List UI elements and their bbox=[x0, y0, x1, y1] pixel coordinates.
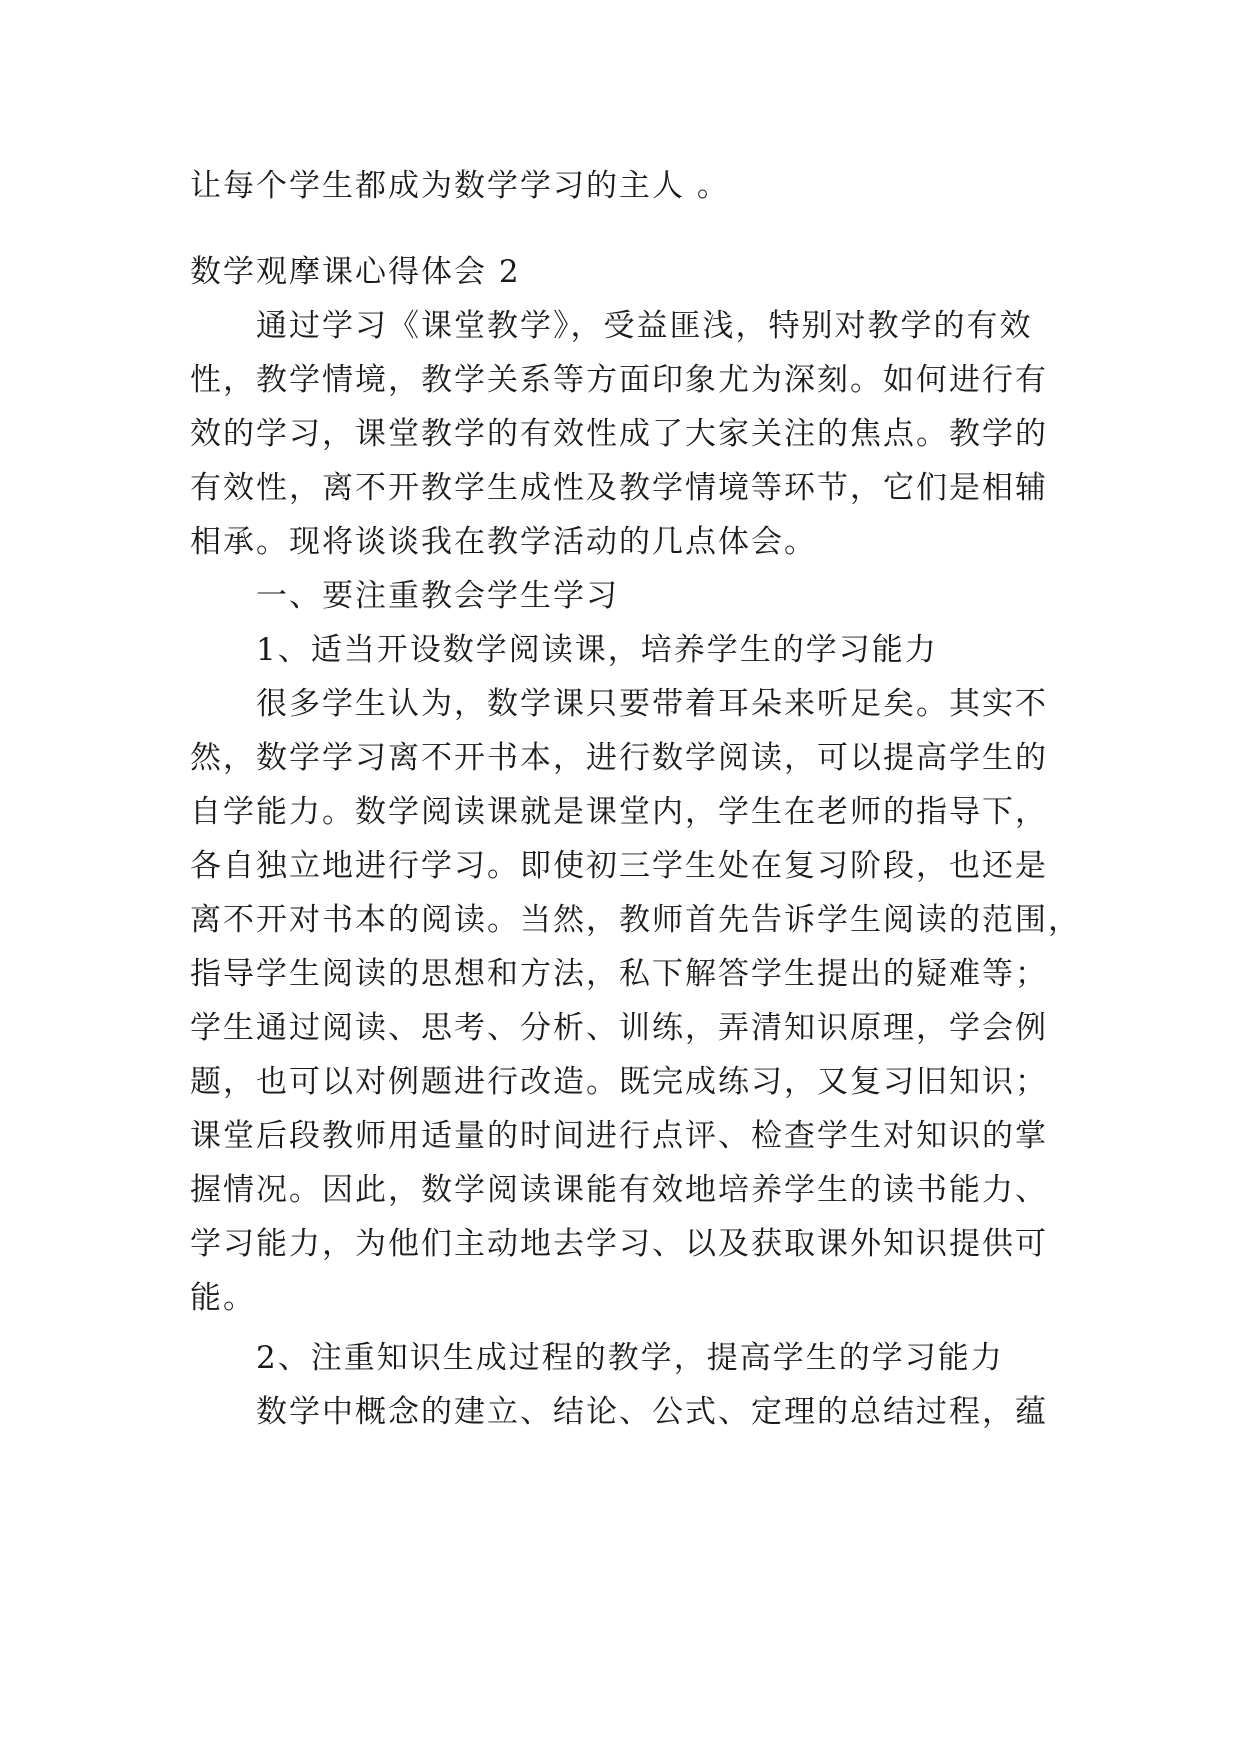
subheading-line: 一、要注重教会学生学习 bbox=[256, 578, 619, 614]
section-heading: 数学观摩课心得体会 2 bbox=[190, 254, 521, 290]
paragraph-line: 有效性，离不开教学生成性及教学情境等环节，它们是相辅 bbox=[190, 470, 1048, 506]
paragraph-line: 通过学习《课堂教学》，受益匪浅，特别对教学的有效 bbox=[256, 308, 1033, 344]
paragraph-line: 离不开对书本的阅读。当然，教师首先告诉学生阅读的范围， bbox=[190, 902, 1081, 938]
paragraph-line: 自学能力。数学阅读课就是课堂内，学生在老师的指导下， bbox=[190, 794, 1048, 830]
paragraph-line: 学习能力，为他们主动地去学习、以及获取课外知识提供可 bbox=[190, 1226, 1048, 1262]
subheading-line: 1、适当开设数学阅读课，培养学生的学习能力 bbox=[256, 632, 938, 668]
paragraph-line: 相承。现将谈谈我在教学活动的几点体会。 bbox=[190, 524, 817, 560]
paragraph-line: 数学中概念的建立、结论、公式、定理的总结过程，蕴 bbox=[256, 1394, 1048, 1430]
paragraph-line: 性，教学情境，教学关系等方面印象尤为深刻。如何进行有 bbox=[190, 362, 1048, 398]
paragraph-line: 效的学习，课堂教学的有效性成了大家关注的焦点。教学的 bbox=[190, 416, 1048, 452]
paragraph-line: 然，数学学习离不开书本，进行数学阅读，可以提高学生的 bbox=[190, 740, 1048, 776]
paragraph-line: 学生通过阅读、思考、分析、训练，弄清知识原理，学会例 bbox=[190, 1010, 1048, 1046]
paragraph-line: 题，也可以对例题进行改造。既完成练习，又复习旧知识； bbox=[190, 1064, 1048, 1100]
paragraph-line: 让每个学生都成为数学学习的主人 。 bbox=[190, 168, 730, 204]
paragraph-line: 能。 bbox=[190, 1280, 256, 1316]
paragraph-line: 指导学生阅读的思想和方法，私下解答学生提出的疑难等； bbox=[190, 956, 1048, 992]
subheading-line: 2、注重知识生成过程的教学，提高学生的学习能力 bbox=[256, 1340, 1004, 1376]
paragraph-line: 很多学生认为，数学课只要带着耳朵来听足矣。其实不 bbox=[256, 686, 1048, 722]
paragraph-line: 握情况。因此，数学阅读课能有效地培养学生的读书能力、 bbox=[190, 1172, 1048, 1208]
paragraph-line: 课堂后段教师用适量的时间进行点评、检查学生对知识的掌 bbox=[190, 1118, 1048, 1154]
paragraph-line: 各自独立地进行学习。即使初三学生处在复习阶段，也还是 bbox=[190, 848, 1048, 884]
